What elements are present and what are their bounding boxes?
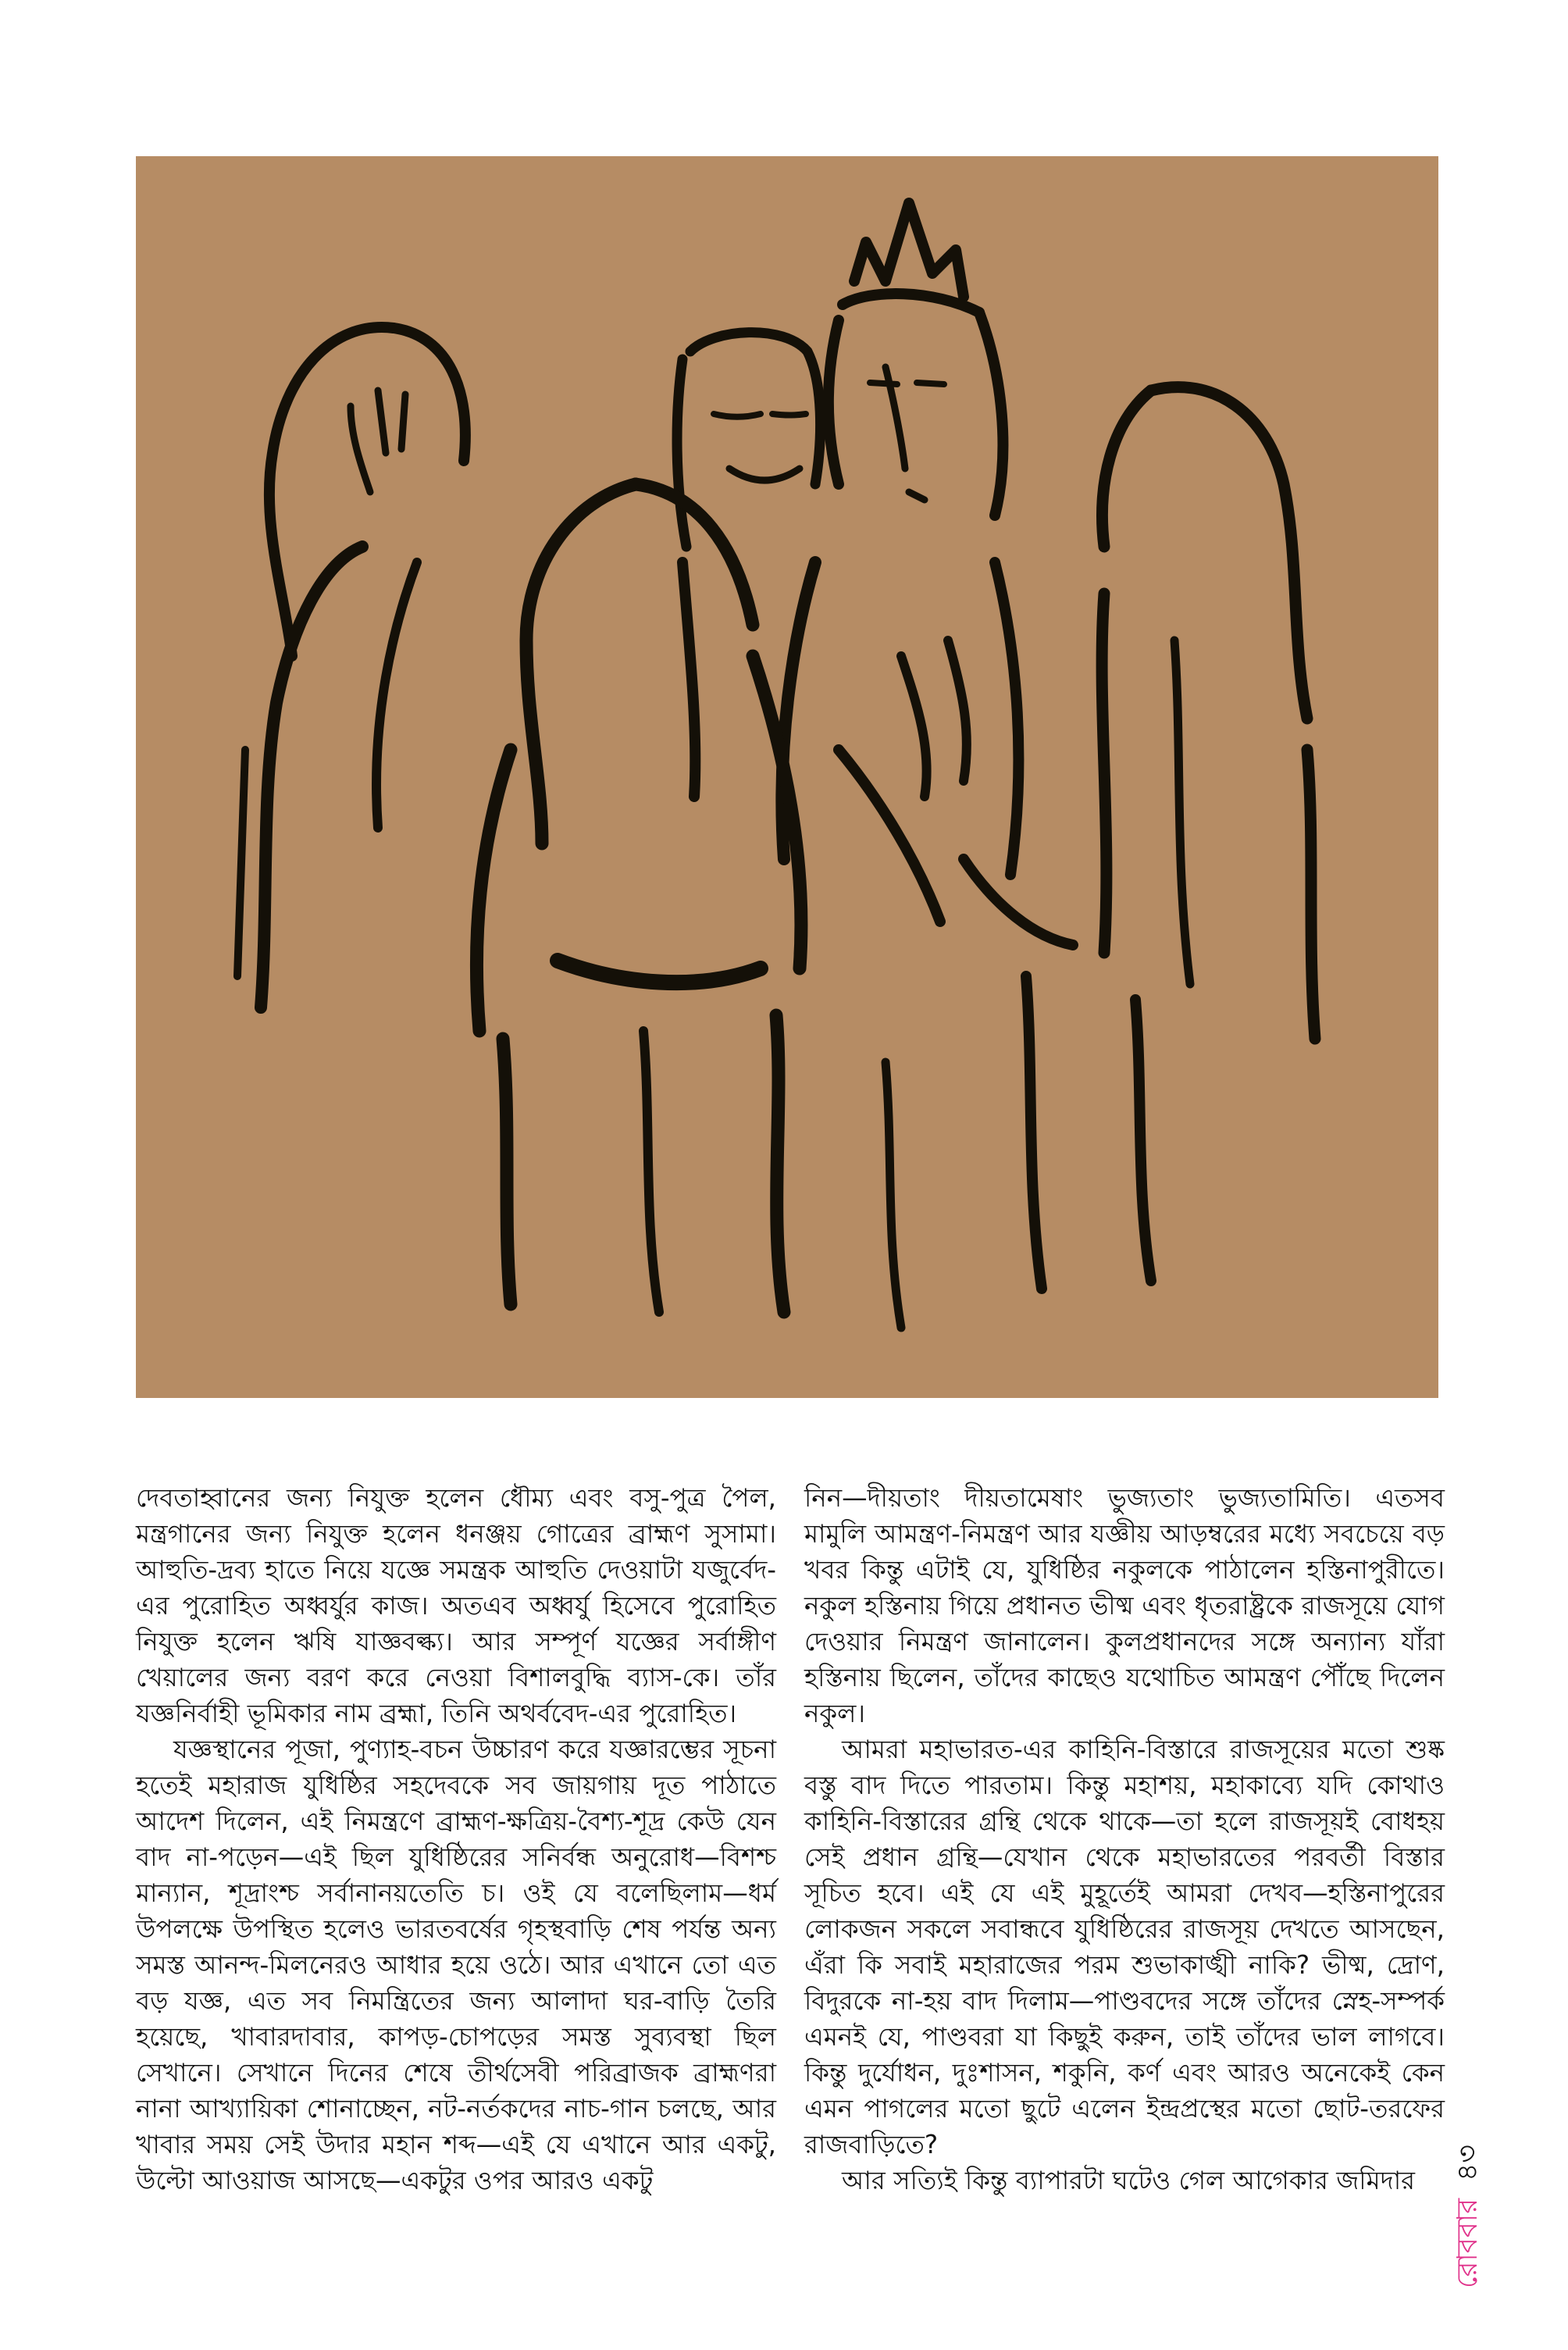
- paragraph: আর সত্যিই কিন্তু ব্যাপারটা ঘটেও গেল আগেকার জমিদার: [842, 2166, 1416, 2195]
- page-folio: [1452, 2145, 1484, 2288]
- paragraph: দেবতাহ্বানের জন্য নিযুক্ত হলেন ধৌম্য এবং বসু-পুত্র পৈল, মন্ত্রগানের জন্য নিযুক্ত হলেন ধনঞ্জয় গোত্রের ব্রাহ্মণ সুসামা। আহুতি-দ্রব্য হাতে নিয়ে যজ্ঞে সমন্ত্রক আহুতি দেওয়াটা যজুর্বেদ-এর পুরোহিত অধ্বর্যুর কাজ। অতএব অধ্বর্যু হিসেবে পুরোহিত নিযুক্ত হলেন ঋষি যাজ্ঞবল্ক্য। আর সম্পূর্ণ যজ্ঞের সর্বাঙ্গীণ খেয়ালের জন্য বরণ করে নেওয়া বিশালবুদ্ধি ব্যাস-কে। তাঁর যজ্ঞনির্বাহী ভূমিকার নাম ব্রহ্মা, তিনি অথর্ববেদ-এর পুরোহিত।: [136, 1483, 776, 1728]
- article-column-left: [136, 1480, 776, 2198]
- article-column-right: [804, 1480, 1445, 2198]
- paragraph: আমরা মহাভারত-এর কাহিনি-বিস্তারে রাজসূয়ের মতো শুষ্ক বস্তু বাদ দিতে পারতাম। কিন্তু মহাশয়, মহাকাব্যে যদি কোথাও কাহিনি-বিস্তারের গ্রন্থি থেকে থাকে—তা হলে রাজসূয়ই বোধহয় সেই প্রধান গ্রন্থি—যেখান থেকে মহাভারতের পরবর্তী বিস্তার সূচিত হবে। এই যে এই মুহূর্তেই আমরা দেখব—হস্তিনাপুরের লোকজন সকলে সবান্ধবে যুধিষ্ঠিরের রাজসূয় দেখতে আসছেন, এঁরা কি সবাই মহারাজের পরম শুভাকাঙ্খী নাকি? ভীষ্ম, দ্রোণ, বিদুরকে না-হয় বাদ দিলাম—পাণ্ডবদের সঙ্গে তাঁদের স্নেহ-সম্পর্ক এমনই যে, পাণ্ডবরা যা কিছুই করুন, তাই তাঁদের ভাল লাগবে। কিন্তু দুর্যোধন, দুঃশাসন, শকুনি, কর্ণ এবং আরও অনেকেই কেন এমন পাগলের মতো ছুটে এলেন ইন্দ্রপ্রস্থের মতো ছোট-তরফের রাজবাড়িতে?: [804, 1735, 1445, 2159]
- magazine-name: রোববার: [1452, 2198, 1484, 2288]
- paragraph: নিন—দীয়তাং দীয়তামেষাং ভুজ্যতাং ভুজ্যতামিতি। এতসব মামুলি আমন্ত্রণ-নিমন্ত্রণ আর যজ্ঞীয় আড়ম্বরের মধ্যে সবচেয়ে বড় খবর কিন্তু এটাই যে, যুধিষ্ঠির নকুলকে পাঠালেন হস্তিনাপুরীতে। নকুল হস্তিনায় গিয়ে প্রধানত ভীষ্ম এবং ধৃতরাষ্ট্রকে রাজসূয়ে যোগ দেওয়ার নিমন্ত্রণ জানালেন। কুলপ্রধানদের সঙ্গে অন্যান্য যাঁরা হস্তিনায় ছিলেন, তাঁদের কাছেও যথোচিত আমন্ত্রণ পৌঁছে দিলেন নকুল।: [804, 1483, 1445, 1728]
- brush-figures-illustration: [136, 156, 1438, 1398]
- illustration-panel: [136, 156, 1438, 1398]
- paragraph: যজ্ঞস্থানের পূজা, পুণ্যাহ-বচন উচ্চারণ করে যজ্ঞারম্ভের সূচনা হতেই মহারাজ যুধিষ্ঠির সহদেবকে সব জায়গায় দূত পাঠাতে আদেশ দিলেন, এই নিমন্ত্রণে ব্রাহ্মণ-ক্ষত্রিয়-বৈশ্য-শূদ্র কেউ যেন বাদ না-পড়েন—এই ছিল যুধিষ্ঠিরের সনির্বন্ধ অনুরোধ—বিশশ্চ মান্যান, শূদ্রাংশ্চ সর্বানানয়তেতি চ। ওই যে বলেছিলাম—ধর্ম উপলক্ষে উপস্থিত হলেও ভারতবর্ষের গৃহস্থবাড়ি শেষ পর্যন্ত অন্য সমস্ত আনন্দ-মিলনেরও আধার হয়ে ওঠে। আর এখানে তো এত বড় যজ্ঞ, এত সব নিমন্ত্রিতের জন্য আলাদা ঘর-বাড়ি তৈরি হয়েছে, খাবারদাবার, কাপড়-চোপড়ের সমস্ত সুব্যবস্থা ছিল সেখানে। সেখানে দিনের শেষে তীর্থসেবী পরিব্রাজক ব্রাহ্মণরা নানা আখ্যায়িকা শোনাচ্ছেন, নট-নর্তকদের নাচ-গান চলছে, আর খাবার সময় সেই উদার মহান শব্দ—এই যে এখানে আর একটু, উল্টো আওয়াজ আসছে—একটুর ওপর আরও একটু: [136, 1735, 776, 2195]
- page-number: ৪৩: [1452, 2145, 1484, 2181]
